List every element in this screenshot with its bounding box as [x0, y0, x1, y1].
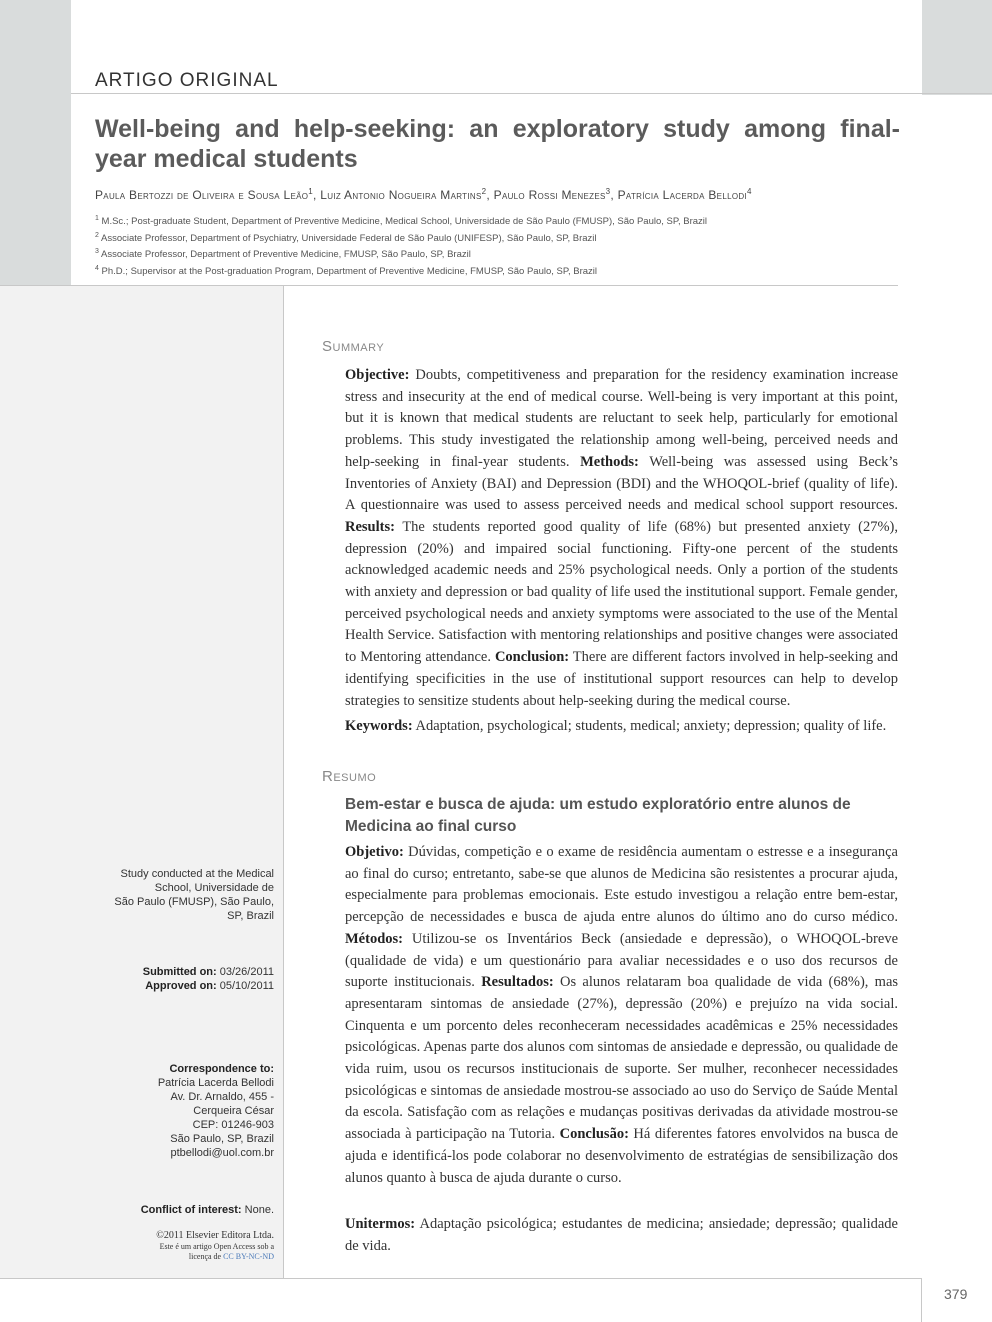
license-link[interactable]: CC BY-NC-ND: [223, 1252, 274, 1261]
summary-heading: Summary: [322, 338, 385, 355]
affiliation-item: $^1$ M.Sc.; Post-graduate Student, Department of Preventive Medicine, Medical School, Universidade de São Paulo (FMUSP), São Paulo, SP, Brazil: [95, 215, 708, 228]
header-band-right: [922, 0, 992, 95]
study-location-note: Study conducted at the Medical School, Universidade de São Paulo (FMUSP), São Paulo, SP, Brazil: [114, 868, 274, 922]
affiliation-item: $^4$ Ph.D.; Supervisor at the Post-graduation Program, Department of Preventive Medicine, FMUSP, São Paulo, SP, Brazil: [95, 264, 598, 278]
resumo-heading: Resumo: [322, 768, 377, 785]
submitted-date: Submitted on: 03/26/2011: [142, 966, 274, 978]
page-number: 379: [944, 1286, 968, 1302]
section-label: ARTIGO ORIGINAL: [95, 70, 279, 91]
column-divider: [283, 286, 284, 1278]
affiliation-item: $^2$ Associate Professor, Department of Psychiatry, Universidade Federal de São Paulo (UNIFESP), São Paulo, SP, Brazil: [95, 231, 597, 244]
submission-dates: [74, 965, 274, 993]
footer-divider: [0, 1278, 921, 1279]
conflict-of-interest: Conflict of interest: None.: [140, 1204, 274, 1216]
correspondence-block: Correspondence to: Patrícia Lacerda Bellodi Av. Dr. Arnaldo, 455 - Cerqueira César CEP: 01246-903 São Paulo, SP, Brazil ptbellodi@uol.com.br: [74, 1062, 274, 1160]
summary-keywords: Keywords: Adaptation, psychological; students, medical; anxiety; depression; quality of life.: [345, 718, 887, 734]
correspondence-email: ptbellodi@uol.com.br: [170, 1147, 274, 1159]
copyright-block: ©2011 Elsevier Editora Ltda. Este é um artigo Open Access sob a licença de CC BY-NC-ND: [74, 1230, 274, 1262]
approved-date: Approved on: 05/10/2011: [145, 980, 274, 992]
resumo-title: Bem-estar e busca de ajuda: um estudo exploratório entre alunos de Medicina ao final curso: [345, 796, 851, 835]
author-name: Luiz Antonio Nogueira Martins: [320, 188, 482, 202]
author-affiliation-marker: 3: [605, 187, 611, 196]
resumo-keywords: Unitermos: Adaptação psicológica; estudantes de medicina; ansiedade; depressão; qualidade de vida.: [345, 1216, 898, 1254]
author-name: Paula Bertozzi de Oliveira e Sousa Leão: [95, 188, 309, 202]
author-affiliation-marker: 2: [481, 187, 487, 196]
header-band-left: [0, 0, 71, 286]
summary-abstract: Objective: Doubts, competitiveness and preparation for the residency examination increase stress and insecurity at the end of medical course. Well-being is very important at this point, but it is known that medical students are reluctant to seek help, particularly for emotional problems. This study investigated the relationship among well-being, perceived needs and help-seeking in final-year students. Methods: Well-being was assessed using Beck’s Inventories of Anxiety (BAI) and Depression (BDI) and the WHOQOL-brief (quality of life). A questionnaire was used to assess perceived needs and medical school support resources. Results: The students reported good quality of life (68%) but presented anxiety (27%), depression (20%) and impaired social functioning. Fifty-one percent of the students acknowledged academic needs and 25% psychological needs. Only a portion of the students with anxiety and depression or bad quality of life used the institutional support. Female gender, perceived psychological needs and anxiety symptoms were associated to the use of the Mental Health Service. Satisfaction with mentoring relationships and positive changes were associated to Mentoring attendance. Conclusion: There are different factors involved in help-seeking and identifying specificities in the use of institutional support resources can help to develop strategies to sensitize students about help-seeking during the medical course.: [345, 367, 899, 709]
resumo-abstract: Objetivo: Dúvidas, competição e o exame de residência aumentam o estresse e a insegurança ao final do curso; entretanto, sabe-se que alunos de Medicina são resistentes a procurar ajuda, especialmente para problemas emocionais. Este estudo investigou a relação entre bem-estar, percepção de necessidades e busca de ajuda entre alunos do último ano do curso médico. Métodos: Utilizou-se os Inventários Beck (ansiedade e depressão), o WHOQOL-breve (qualidade de vida) e um questionário para avaliar necessidades e o uso dos recursos de suporte institucionais. Resultados: Os alunos relataram boa qualidade de vida (68%), mas apresentaram sintomas de ansiedade (27%), depressão (20%) e prejuízo na vida social. Cinquenta e um porcento deles reconheceram necessidades acadêmicas e 25% necessidades psicológicas. Apenas parte dos alunos com sintomas de ansiedade e depressão, ou qualidade de vida ruim, usou os recursos institucionais de suporte. Ser mulher, reconhecer necessidades psicológicas e sintomas de ansiedade mostrou-se associado ao uso do Serviço de Saúde Mental da escola. Satisfação com as relações e mudanças positivas derivadas da atividade mostrou-se associada à participação na Tutoria. Conclusão: Há diferentes fatores envolvidos na busca de ajuda e identificá-los pode colaborar no desenvolvimento de estratégias de sensibilização dos alunos quanto à busca de ajuda durante o curso.: [345, 844, 899, 1186]
affiliation-item: $^3$ Associate Professor, Department of Preventive Medicine, FMUSP, São Paulo, SP, Brazil: [95, 248, 471, 261]
page-number-divider: [921, 1278, 922, 1322]
header-divider: [0, 285, 898, 286]
author-name: Patrícia Lacerda Bellodi: [617, 188, 747, 202]
affiliation-list: [95, 212, 707, 279]
author-affiliation-marker: 4: [746, 187, 752, 196]
author-name: Paulo Rossi Menezes: [493, 188, 606, 202]
header-rule: [71, 93, 992, 94]
article-title: Well-being and help-seeking: an exploratory study among final-year medical students: [95, 115, 900, 173]
copyright-line: ©2011 Elsevier Editora Ltda.: [156, 1230, 274, 1241]
author-affiliation-marker: 1: [308, 187, 313, 196]
author-list: Paula Bertozzi de Oliveira e Sousa Leão$^1$, Luiz Antonio Nogueira Martins$^2$, Paulo Rossi Menezes$^3$, Patrícia Lacerda Bellodi$^4$: [95, 187, 752, 202]
